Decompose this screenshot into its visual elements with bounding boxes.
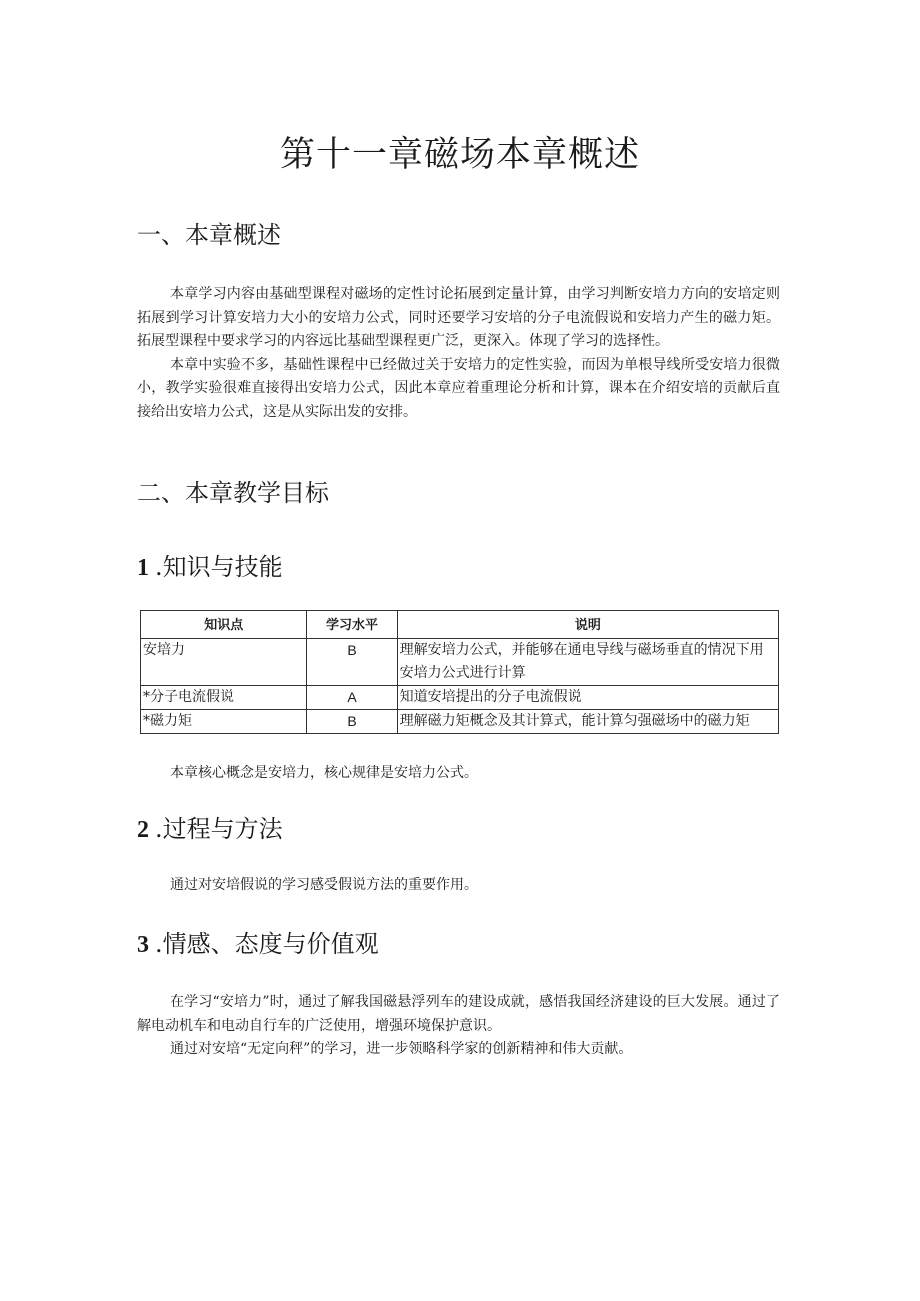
knowledge-table bbox=[140, 610, 779, 734]
section-heading-overview: 一、本章概述 bbox=[137, 221, 281, 249]
cell-level: B bbox=[307, 710, 397, 734]
header-learning-level: 学习水平 bbox=[307, 611, 397, 639]
subheading-number: 2 bbox=[137, 817, 149, 843]
table-row bbox=[141, 710, 779, 734]
subheading-knowledge bbox=[137, 550, 283, 585]
subheading-number: 3 bbox=[137, 932, 149, 958]
table-row bbox=[141, 639, 779, 686]
table-header-row bbox=[141, 611, 779, 639]
overview-paragraph-1: 本章学习内容由基础型课程对磁场的定性讨论拓展到定量计算，由学习判断安培力方向的安培定则拓展到学习计算安培力大小的安培力公式，同时还要学习安培的分子电流假说和安培力产生的磁力矩。拓展型课程中要求学习的内容远比基础型课程更广泛，更深入。体现了学习的选择性。 bbox=[137, 286, 780, 349]
process-text: 通过对安培假说的学习感受假说方法的重要作用。 bbox=[170, 877, 478, 893]
cell-desc: 理解磁力矩概念及其计算式，能计算匀强磁场中的磁力矩 bbox=[397, 710, 778, 734]
cell-point: *磁力矩 bbox=[141, 710, 307, 734]
cell-point: *分子电流假说 bbox=[141, 686, 307, 710]
header-knowledge-point: 知识点 bbox=[141, 611, 307, 639]
subheading-label: .知识与技能 bbox=[155, 553, 283, 581]
cell-level: B bbox=[307, 639, 397, 686]
cell-desc: 理解安培力公式，并能够在通电导线与磁场垂直的情况下用安培力公式进行计算 bbox=[397, 639, 778, 686]
table-row bbox=[141, 686, 779, 710]
overview-body bbox=[137, 283, 780, 424]
overview-paragraph-2: 本章中实验不多，基础性课程中已经做过关于安培力的定性实验，而因为单根导线所受安培力很微小，教学实验很难直接得出安培力公式，因此本章应着重理论分析和计算，课本在介绍安培的贡献后直接给出安培力公式，这是从实际出发的安排。 bbox=[137, 356, 780, 420]
cell-level: A bbox=[307, 686, 397, 710]
table-note: 本章核心概念是安培力，核心规律是安培力公式。 bbox=[170, 765, 478, 781]
section-heading-goals: 二、本章教学目标 bbox=[137, 479, 329, 507]
cell-desc: 知道安培提出的分子电流假说 bbox=[397, 686, 778, 710]
values-paragraph-1: 在学习“安培力”时，通过了解我国磁悬浮列车的建设成就，感悟我国经济建设的巨大发展。通过了解电动机车和电动自行车的广泛使用，增强环境保护意识。 bbox=[137, 994, 780, 1034]
page-title: 第十一章磁场本章概述 bbox=[279, 135, 640, 175]
subheading-label: .过程与方法 bbox=[155, 815, 283, 843]
subheading-label: .情感、态度与价值观 bbox=[155, 930, 379, 958]
subheading-process bbox=[137, 812, 283, 847]
header-description: 说明 bbox=[397, 611, 778, 639]
cell-point: 安培力 bbox=[141, 639, 307, 686]
values-body bbox=[137, 991, 780, 1062]
values-paragraph-2: 通过对安培“无定向秤”的学习，进一步领略科学家的创新精神和伟大贡献。 bbox=[170, 1041, 633, 1057]
subheading-values bbox=[137, 927, 379, 962]
subheading-number: 1 bbox=[137, 555, 149, 581]
